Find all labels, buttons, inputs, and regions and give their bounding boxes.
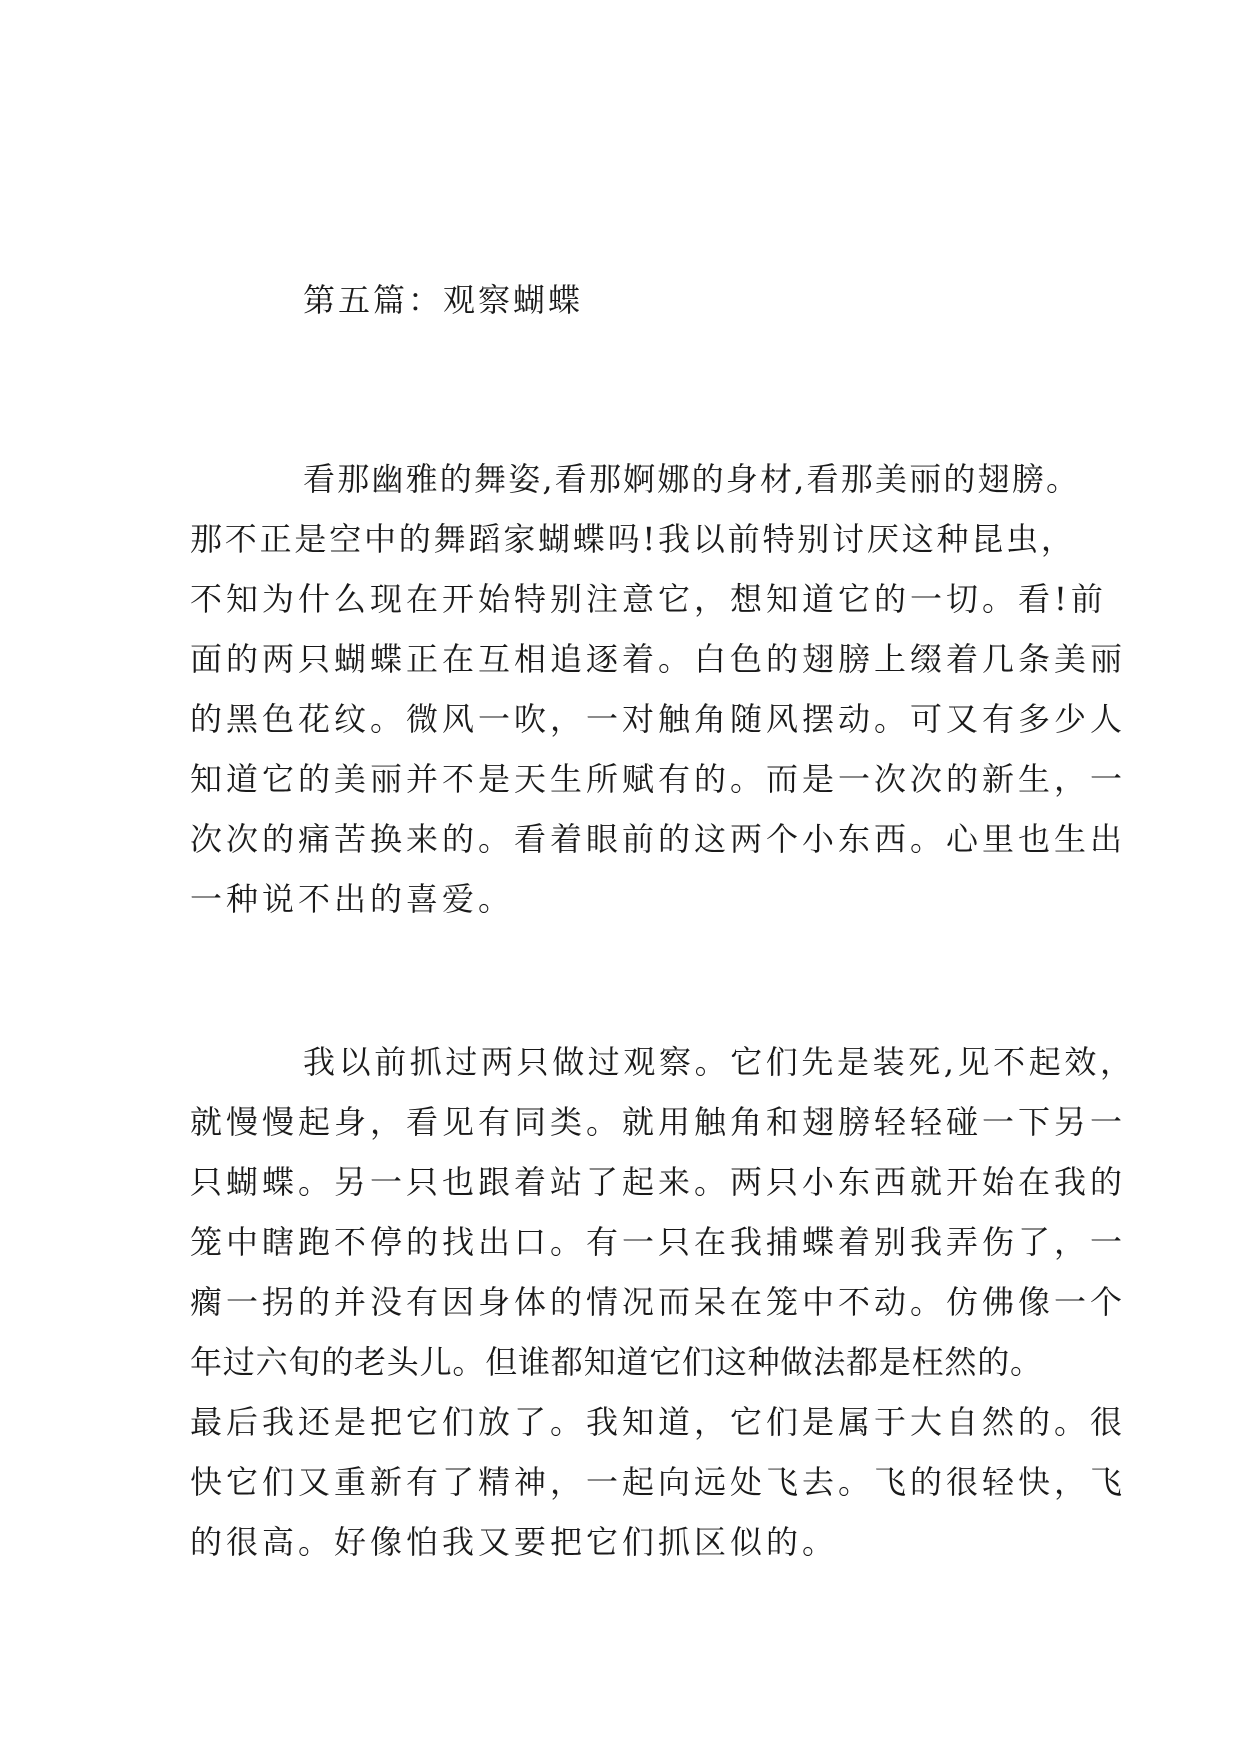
paragraph-line: 次次的痛苦换来的。看着眼前的这两个小东西。心里也生出 bbox=[190, 820, 1127, 858]
paragraph-line: 知道它的美丽并不是天生所赋有的。而是一次次的新生，一 bbox=[190, 760, 1127, 798]
paragraph-line: 笼中瞎跑不停的找出口。有一只在我捕蝶着别我弄伤了，一 bbox=[190, 1223, 1127, 1261]
paragraph-line: 最后我还是把它们放了。我知道，它们是属于大自然的。很 bbox=[190, 1403, 1127, 1441]
paragraph-line: 年过六旬的老头儿。但谁都知道它们这种做法都是枉然的。 bbox=[190, 1343, 1043, 1381]
paragraph-line: 瘸一拐的并没有因身体的情况而呆在笼中不动。仿佛像一个 bbox=[190, 1283, 1127, 1321]
paragraph-line: 快它们又重新有了精神，一起向远处飞去。飞的很轻快，飞 bbox=[190, 1463, 1127, 1501]
paragraph-line: 只蝴蝶。另一只也跟着站了起来。两只小东西就开始在我的 bbox=[190, 1163, 1127, 1201]
paragraph-line: 一种说不出的喜爱。 bbox=[190, 880, 515, 918]
document-title: 第五篇：观察蝴蝶 bbox=[303, 281, 584, 319]
paragraph-line: 不知为什么现在开始特别注意它，想知道它的一切。看!前 bbox=[190, 580, 1107, 618]
paragraph-line: 看那幽雅的舞姿,看那婀娜的身材,看那美丽的翅膀。 bbox=[303, 460, 1081, 498]
paragraph-line: 那不正是空中的舞蹈家蝴蝶吗!我以前特别讨厌这种昆虫， bbox=[190, 520, 1076, 558]
paragraph-line: 就慢慢起身，看见有同类。就用触角和翅膀轻轻碰一下另一 bbox=[190, 1103, 1127, 1141]
paragraph-line: 的很高。好像怕我又要把它们抓区似的。 bbox=[190, 1523, 839, 1561]
paragraph-line: 我以前抓过两只做过观察。它们先是装死,见不起效， bbox=[303, 1043, 1136, 1081]
paragraph-line: 面的两只蝴蝶正在互相追逐着。白色的翅膀上缀着几条美丽 bbox=[190, 640, 1127, 678]
paragraph-1 bbox=[190, 449, 1127, 929]
paragraph-2 bbox=[190, 1032, 1136, 1572]
paragraph-line: 的黑色花纹。微风一吹，一对触角随风摆动。可又有多少人 bbox=[190, 700, 1127, 738]
